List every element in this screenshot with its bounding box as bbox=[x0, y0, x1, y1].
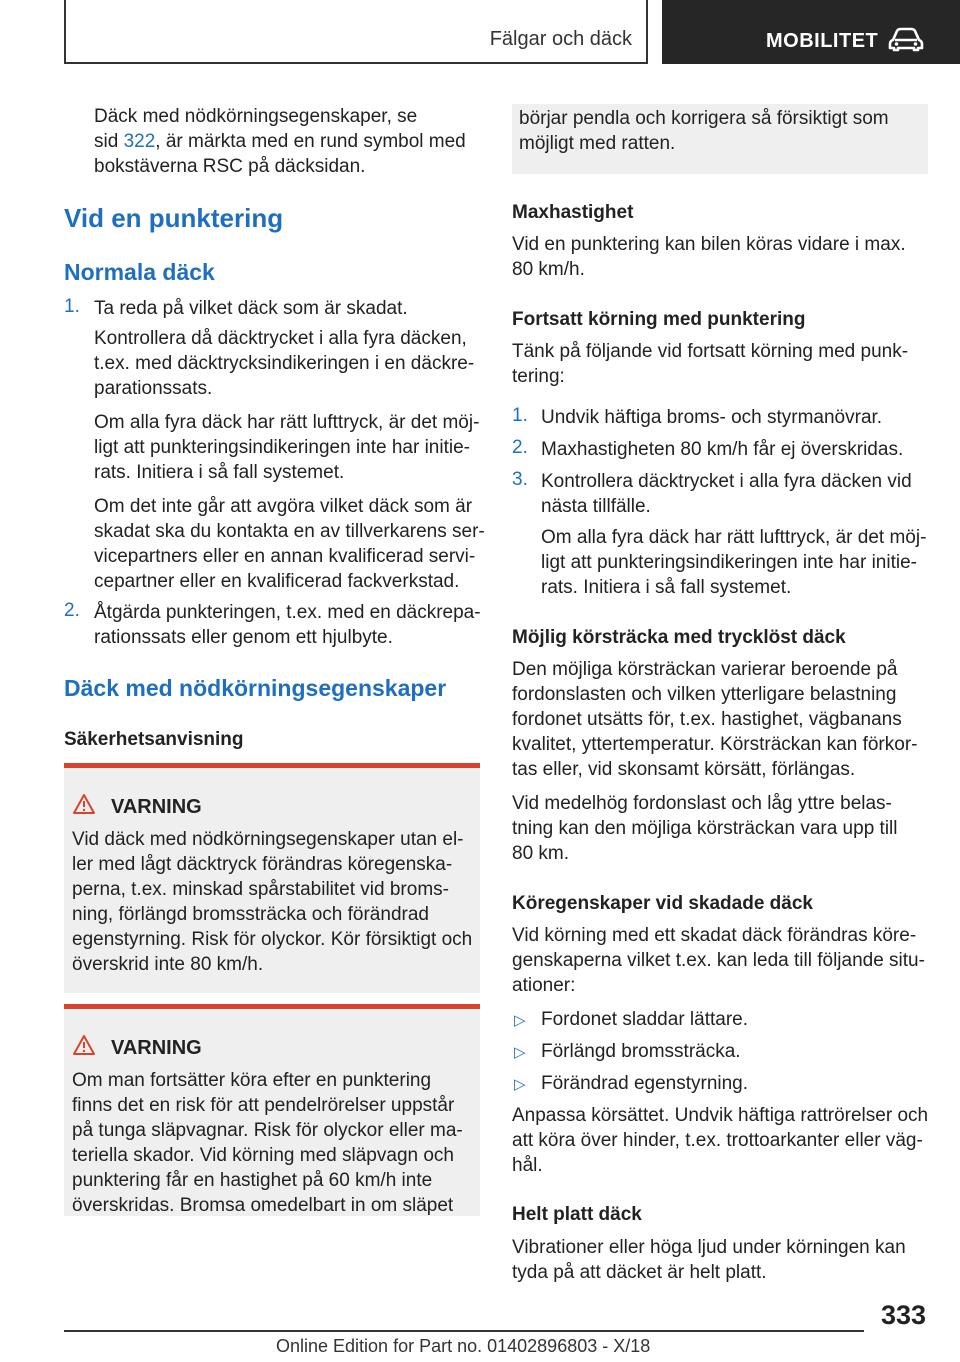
range2-l3: 80 km. bbox=[512, 843, 570, 864]
heading-puncture: Vid en punktering bbox=[64, 203, 284, 233]
warning-title: VARNING bbox=[111, 796, 202, 818]
heading-runflat: Däck med nödkörningsegenskaper bbox=[64, 675, 447, 701]
step1-para3-l3: rats. Initiera i så fall systemet. bbox=[94, 462, 345, 483]
intro-line-2a: sid bbox=[94, 131, 124, 152]
range2-l1: Vid medelhög fordonslast och låg yttre belas‐ bbox=[512, 793, 892, 814]
range2-l2: tning kan den möjliga körsträckan vara upp till bbox=[512, 818, 898, 839]
item3-para2-l1: Om alla fyra däck har rätt lufttryck, är det möj‐ bbox=[541, 527, 927, 548]
range-l2: fordonslasten och vilken ytterligare belastning bbox=[512, 684, 897, 705]
intro-line-2b: , är märkta med en rund symbol med bbox=[155, 131, 466, 152]
chapter-tab[interactable] bbox=[662, 0, 960, 64]
chapter-label: MOBILITET bbox=[766, 30, 879, 52]
warning-text-l2: finns det en risk för att pendelrörelser uppstår bbox=[72, 1095, 455, 1116]
footer-edition: Online Edition for Part no. 01402896803 - X/18 bbox=[276, 1336, 651, 1356]
bullet-item: Fordonet sladdar lättare. bbox=[541, 1009, 749, 1030]
range-l3: fordonet utsätts för, t.ex. hastighet, vägbanans bbox=[512, 709, 902, 730]
list-number: 3. bbox=[512, 469, 528, 490]
adapt-l3: hål. bbox=[512, 1155, 543, 1176]
flat-l1: Vibrationer eller höga ljud under körningen kan bbox=[512, 1237, 906, 1258]
range-l4: kvalitet, yttertemperatur. Körsträckan kan förkor‐ bbox=[512, 734, 918, 755]
maxspeed-l2: 80 km/h. bbox=[512, 259, 585, 280]
range-l1: Den möjliga körsträckan varierar beroende på bbox=[512, 659, 898, 680]
warning-text-l4: ning, förlängd bromssträcka och förändrad bbox=[72, 904, 429, 925]
warning-text-l1: Om man fortsätter köra efter en punktering bbox=[72, 1070, 432, 1091]
list-item: Undvik häftiga broms- och styrmanövrar. bbox=[541, 407, 883, 428]
footer-divider bbox=[64, 1330, 864, 1332]
warning-text-l3: perna, t.ex. minskad spårstabilitet vid broms‐ bbox=[72, 879, 449, 900]
header-frame bbox=[64, 0, 648, 64]
step1-para3-l2: ligt att punkteringsindikeringen inte har initie‐ bbox=[94, 437, 470, 458]
heading-safety: Säkerhetsanvisning bbox=[64, 729, 244, 750]
step-number: 1. bbox=[64, 296, 80, 317]
heading-normal-tires: Normala däck bbox=[64, 259, 215, 285]
list-item3-l2: nästa tillfälle. bbox=[541, 496, 651, 517]
heading-continued-driving: Fortsatt körning med punktering bbox=[512, 309, 806, 330]
bullet-item: Förändrad egenstyrning. bbox=[541, 1073, 749, 1094]
step1-para4-l3: vicepartners eller en annan kvalificerad servi‐ bbox=[94, 546, 476, 567]
continued-l1: Tänk på följande vid fortsatt körning med punk‐ bbox=[512, 341, 909, 362]
page-ref-link[interactable]: 322 bbox=[123, 131, 156, 152]
flat-l2: tyda på att däcket är helt platt. bbox=[512, 1262, 767, 1283]
handling-l1: Vid körning med ett skadat däck förändras köre‐ bbox=[512, 925, 917, 946]
list-item: Kontrollera däcktrycket i alla fyra däcken vid bbox=[541, 471, 912, 492]
intro-line-3: bokstäverna RSC på däcksidan. bbox=[94, 156, 366, 177]
page-number: 333 bbox=[880, 1300, 926, 1330]
adapt-l1: Anpassa körsättet. Undvik häftiga rattrörelser och bbox=[512, 1105, 929, 1126]
range-l5: tas eller, vid skonsamt körsätt, förlängas. bbox=[512, 759, 856, 780]
section-title: Fälgar och däck bbox=[489, 28, 632, 50]
adapt-l2: att köra över hinder, t.ex. trottoarkanter eller väg‐ bbox=[512, 1130, 923, 1151]
item3-para2-l3: rats. Initiera i så fall systemet. bbox=[541, 577, 792, 598]
step1-text: Ta reda på vilket däck som är skadat. bbox=[94, 298, 408, 319]
handling-l3: ationer: bbox=[512, 975, 576, 996]
step1-para2-l2: t.ex. med däcktrycksindikeringen i en däckre‐ bbox=[94, 353, 475, 374]
heading-max-speed: Maxhastighet bbox=[512, 202, 634, 223]
warning-triangle-icon bbox=[72, 1034, 96, 1056]
step1-para2-l3: parationssats. bbox=[94, 378, 213, 399]
continuation-l2: möjligt med ratten. bbox=[519, 133, 676, 154]
warning-continuation-box bbox=[512, 104, 928, 174]
step1-para2-l1: Kontrollera då däcktrycket i alla fyra däcken, bbox=[94, 328, 467, 349]
warning-text-l1: Vid däck med nödkörningsegenskaper utan el‐ bbox=[72, 829, 464, 850]
intro-line-1: Däck med nödkörningsegenskaper, se bbox=[94, 106, 418, 127]
heading-handling: Köregenskaper vid skadade däck bbox=[512, 893, 813, 914]
step1-para4-l1: Om det inte går att avgöra vilket däck som är bbox=[94, 496, 473, 517]
warning-title: VARNING bbox=[111, 1037, 202, 1059]
warning-text-l5: egenstyrning. Risk för olyckor. Kör försiktigt och bbox=[72, 929, 473, 950]
step1-para4-l4: cepartner eller en kvalificerad fackverkstad. bbox=[94, 571, 460, 592]
list-number: 2. bbox=[512, 437, 528, 458]
car-icon bbox=[888, 26, 924, 52]
bullet-triangle-icon: ▷ bbox=[514, 1044, 526, 1061]
step-number: 2. bbox=[64, 600, 80, 621]
list-item: Maxhastigheten 80 km/h får ej överskridas. bbox=[541, 439, 904, 460]
warning-text-l2: ler med lågt däcktryck förändras köregenska‐ bbox=[72, 854, 453, 875]
warning-text-l4: teriella skador. Vid körning med släpvagn och bbox=[72, 1145, 454, 1166]
warning-box bbox=[64, 1004, 480, 1216]
step2-l2: rationssats eller genom ett hjulbyte. bbox=[94, 627, 393, 648]
step1-para4-l2: skadat ska du kontakta en av tillverkarens ser‐ bbox=[94, 521, 485, 542]
heading-possible-range: Möjlig körsträcka med trycklöst däck bbox=[512, 627, 846, 648]
bullet-item: Förlängd bromssträcka. bbox=[541, 1041, 741, 1062]
bullet-triangle-icon: ▷ bbox=[514, 1076, 526, 1093]
intro-line-2 bbox=[94, 129, 466, 154]
warning-text-l3: på tunga släpvagnar. Risk för olyckor eller ma‐ bbox=[72, 1120, 463, 1141]
item3-para2-l2: ligt att punkteringsindikeringen inte har initie‐ bbox=[541, 552, 917, 573]
handling-l2: genskaperna vilket t.ex. kan leda till följande situ‐ bbox=[512, 950, 925, 971]
maxspeed-l1: Vid en punktering kan bilen köras vidare i max. bbox=[512, 234, 906, 255]
bullet-triangle-icon: ▷ bbox=[514, 1012, 526, 1029]
step1-para3-l1: Om alla fyra däck har rätt lufttryck, är det möj‐ bbox=[94, 412, 480, 433]
warning-text-l6: överskridas. Bromsa omedelbart in om släpet bbox=[72, 1195, 454, 1216]
list-number: 1. bbox=[512, 405, 528, 426]
heading-flat-tire: Helt platt däck bbox=[512, 1204, 642, 1225]
step2-l1: Åtgärda punkteringen, t.ex. med en däckrepa‐ bbox=[94, 602, 481, 623]
warning-text-l6: överskrid inte 80 km/h. bbox=[72, 954, 264, 975]
warning-box bbox=[64, 763, 480, 993]
continuation-l1: börjar pendla och korrigera så försiktigt som bbox=[519, 108, 889, 129]
warning-text-l5: punktering får en hastighet på 60 km/h inte bbox=[72, 1170, 433, 1191]
continued-l2: tering: bbox=[512, 366, 565, 387]
warning-triangle-icon bbox=[72, 793, 96, 815]
